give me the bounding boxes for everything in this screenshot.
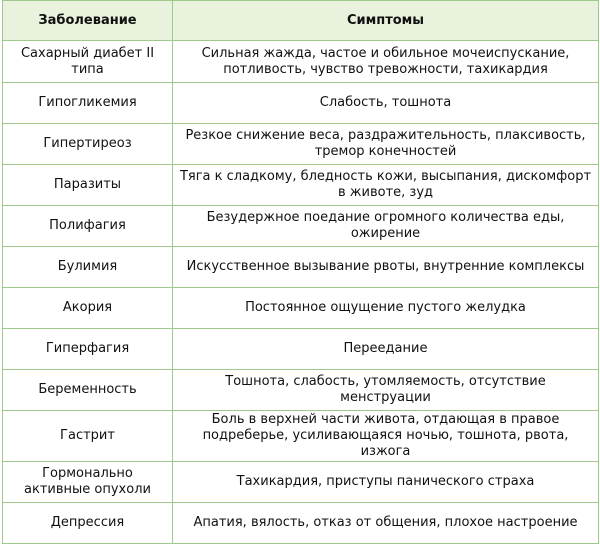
symptoms-cell: Переедание: [173, 329, 599, 370]
disease-cell: Гипогликемия: [3, 83, 173, 124]
table-row: [3, 124, 599, 165]
disease-cell: Паразиты: [3, 165, 173, 206]
table-row: [3, 288, 599, 329]
symptoms-cell: Тахикардия, приступы панического страха: [173, 462, 599, 503]
disease-cell: Полифагия: [3, 206, 173, 247]
table-row: [3, 462, 599, 503]
symptoms-cell: Постоянное ощущение пустого желудка: [173, 288, 599, 329]
table-row: [3, 370, 599, 411]
header-row: [3, 1, 599, 41]
table-row: [3, 247, 599, 288]
header-disease: Заболевание: [3, 1, 173, 41]
table-row: [3, 165, 599, 206]
table-header: [3, 1, 599, 41]
disease-cell: Акория: [3, 288, 173, 329]
symptoms-table-container: [2, 0, 598, 533]
symptoms-cell: Тяга к сладкому, бледность кожи, высыпания, дискомфорт в животе, зуд: [173, 165, 599, 206]
table-row: [3, 41, 599, 83]
table-row: [3, 503, 599, 544]
symptoms-cell: Слабость, тошнота: [173, 83, 599, 124]
symptoms-cell: Апатия, вялость, отказ от общения, плохое настроение: [173, 503, 599, 544]
disease-cell: Гипертиреоз: [3, 124, 173, 165]
disease-cell: Гастрит: [3, 411, 173, 462]
disease-cell: Булимия: [3, 247, 173, 288]
table-row: [3, 411, 599, 462]
symptoms-cell: Боль в верхней части живота, отдающая в правое подреберье, усиливающаяся ночью, тошнота, рвота, изжога: [173, 411, 599, 462]
symptoms-table: [2, 0, 599, 544]
symptoms-cell: Безудержное поедание огромного количества еды, ожирение: [173, 206, 599, 247]
disease-cell: Гормонально активные опухоли: [3, 462, 173, 503]
table-row: [3, 329, 599, 370]
symptoms-cell: Резкое снижение веса, раздражительность, плаксивость, тремор конечностей: [173, 124, 599, 165]
table-body: [3, 41, 599, 544]
symptoms-cell: Искусственное вызывание рвоты, внутренние комплексы: [173, 247, 599, 288]
symptoms-cell: Сильная жажда, частое и обильное мочеиспускание, потливость, чувство тревожности, тахикардия: [173, 41, 599, 83]
disease-cell: Гиперфагия: [3, 329, 173, 370]
disease-cell: Депрессия: [3, 503, 173, 544]
table-row: [3, 83, 599, 124]
symptoms-cell: Тошнота, слабость, утомляемость, отсутствие менструации: [173, 370, 599, 411]
disease-cell: Беременность: [3, 370, 173, 411]
table-row: [3, 206, 599, 247]
header-symptoms: Симптомы: [173, 1, 599, 41]
disease-cell: Сахарный диабет II типа: [3, 41, 173, 83]
